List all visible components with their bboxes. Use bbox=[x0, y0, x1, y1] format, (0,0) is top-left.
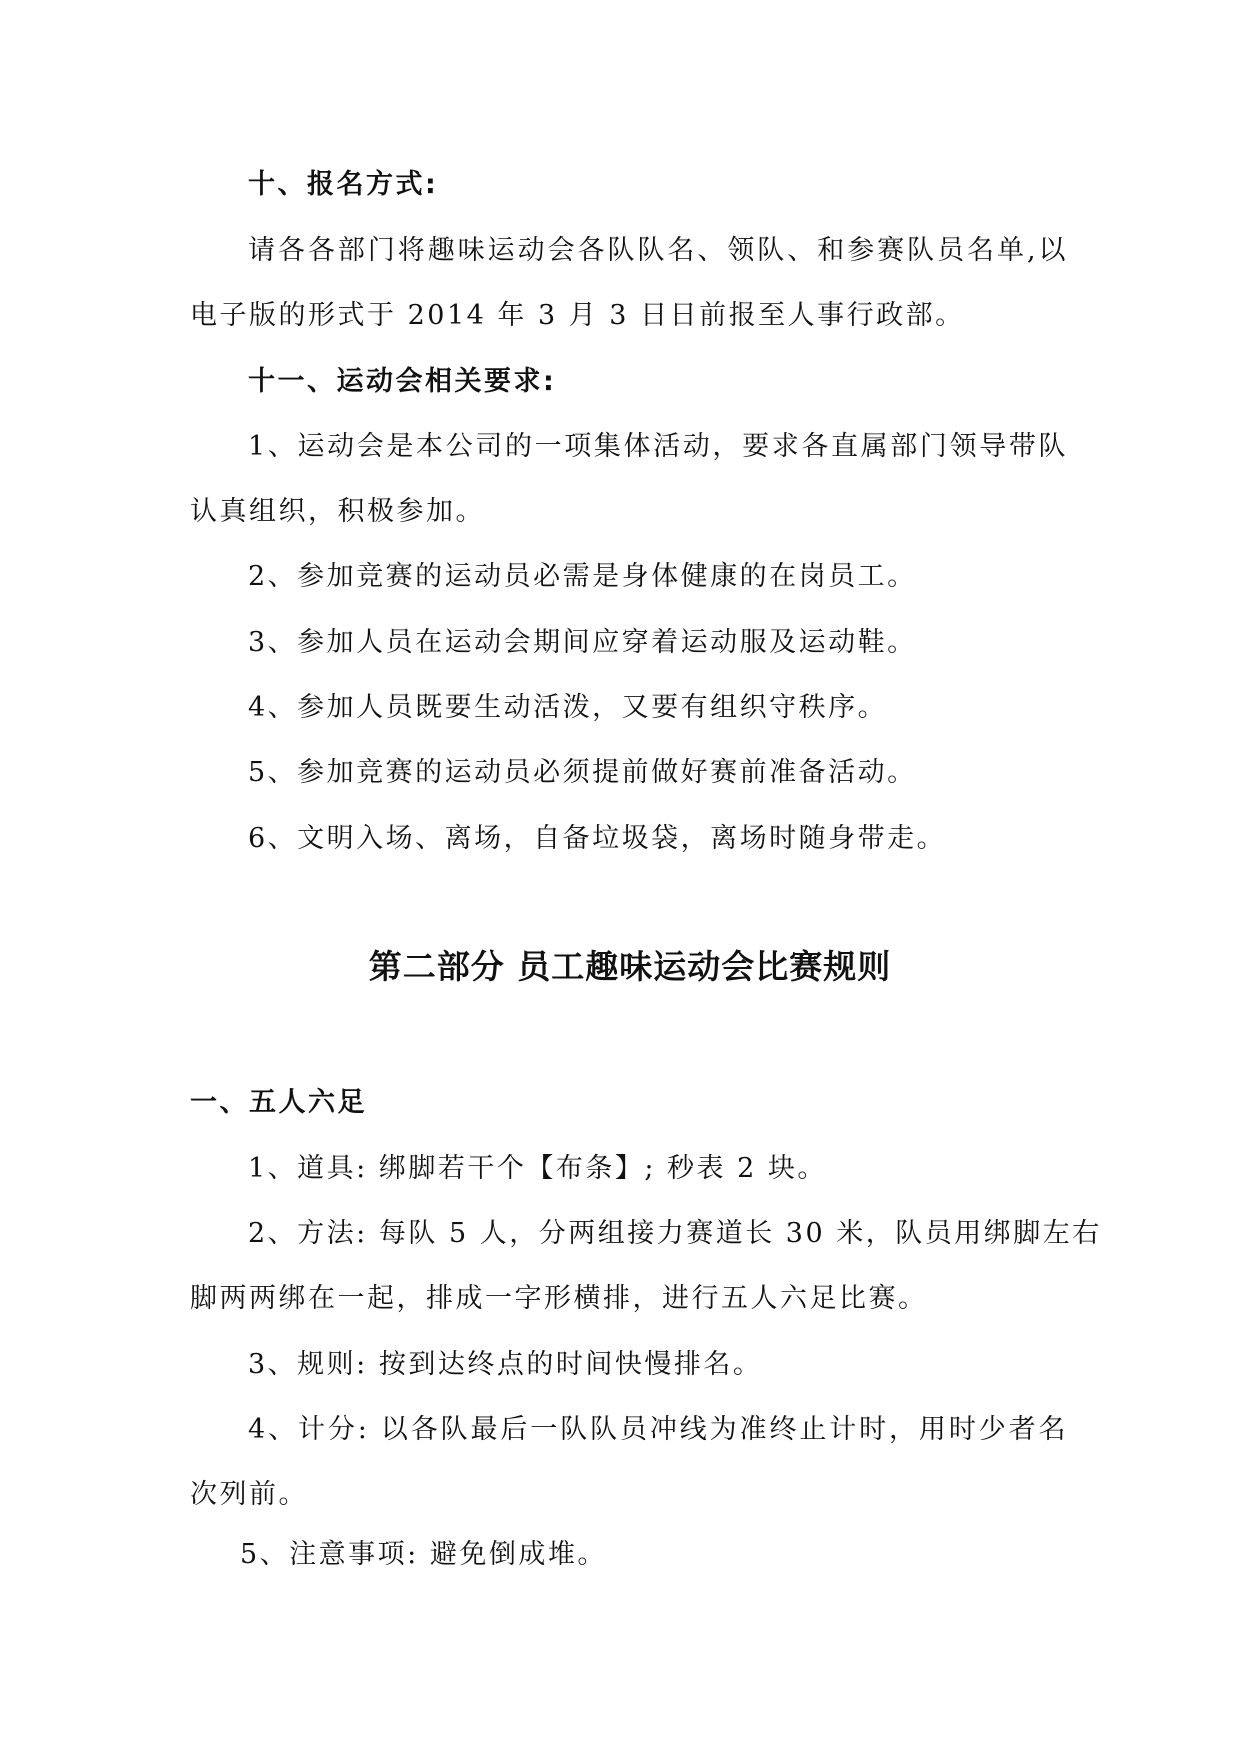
rule-1-item-2-line-1: 2、方法: 每队 5 人，分两组接力赛道长 30 米，队员用绑脚左右 bbox=[248, 1218, 1102, 1249]
section-10-paragraph-line-1: 请各各部门将趣味运动会各队队名、领队、和参赛队员名单,以 bbox=[248, 235, 1068, 266]
section-11-item-4: 4、参加人员既要生动活泼，又要有组织守秩序。 bbox=[248, 692, 888, 723]
section-11-item-1-line-2: 认真组织，积极参加。 bbox=[190, 496, 485, 527]
rule-1-item-4-line-1: 4、计分: 以各队最后一队队员冲线为准终止计时，用时少者名 bbox=[248, 1414, 1068, 1445]
rule-1-item-5: 5、注意事项: 避免倒成堆。 bbox=[240, 1539, 607, 1570]
section-11-item-6: 6、文明入场、离场，自备垃圾袋，离场时随身带走。 bbox=[248, 823, 947, 854]
section-11-item-3: 3、参加人员在运动会期间应穿着运动服及运动鞋。 bbox=[248, 627, 917, 658]
section-11-item-5: 5、参加竞赛的运动员必须提前做好赛前准备活动。 bbox=[248, 757, 917, 788]
section-10-paragraph-line-2: 电子版的形式于 2014 年 3 月 3 日日前报至人事行政部。 bbox=[190, 300, 965, 331]
section-11-item-2: 2、参加竞赛的运动员必需是身体健康的在岗员工。 bbox=[248, 561, 917, 592]
rule-1-item-4-line-2: 次列前。 bbox=[190, 1479, 308, 1510]
rule-1-item-1: 1、道具: 绑脚若干个【布条】; 秒表 2 块。 bbox=[248, 1153, 827, 1184]
rule-1-item-3: 3、规则: 按到达终点的时间快慢排名。 bbox=[248, 1349, 763, 1380]
section-10-heading: 十、报名方式: bbox=[248, 169, 439, 200]
rule-1-heading: 一、五人六足 bbox=[190, 1087, 367, 1118]
rule-1-item-2-line-2: 脚两两绑在一起，排成一字形横排，进行五人六足比赛。 bbox=[190, 1283, 928, 1314]
section-11-heading: 十一、运动会相关要求: bbox=[248, 366, 557, 397]
part-2-title: 第二部分 员工趣味运动会比赛规则 bbox=[368, 947, 892, 986]
section-11-item-1-line-1: 1、运动会是本公司的一项集体活动，要求各直属部门领导带队 bbox=[248, 431, 1068, 462]
